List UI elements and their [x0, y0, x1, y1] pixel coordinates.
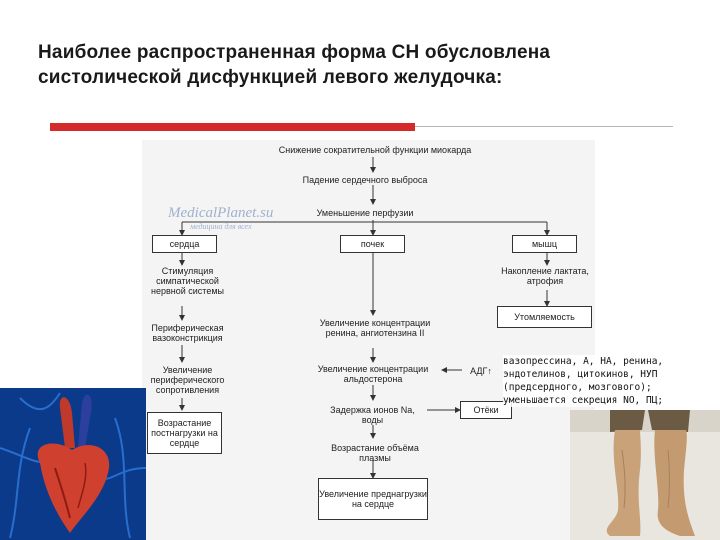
title-line-2: систолической дисфункцией левого желудочка:	[38, 67, 503, 88]
node-sympathetic-stimulation: Стимуляция симпатической нервной системы	[151, 266, 224, 296]
accent-bar	[50, 123, 415, 131]
watermark-subtitle: медицина для всех	[190, 222, 252, 231]
heart-anatomy-image	[0, 388, 146, 540]
node-adh: АДГ↑	[470, 366, 492, 376]
node-fatigue: Утомляемость	[497, 306, 592, 328]
node-peripheral-resistance-increase: Увеличение периферического сопротивления	[150, 365, 225, 395]
slide-title	[38, 40, 678, 90]
divider-line	[415, 126, 673, 127]
node-aldosterone-increase: Увеличение концентрации альдостерона	[317, 364, 429, 384]
side-note-line-1: вазопрессина, А, НА, ренина,	[503, 356, 664, 367]
node-edema: Отёки	[460, 401, 512, 419]
node-plasma-volume-increase: Возрастание объёма плазмы	[331, 443, 419, 463]
side-note-line-4: уменьшается секреция NO, ПЦ;	[503, 395, 664, 406]
side-note	[503, 355, 718, 407]
node-sodium-retention: Задержка ионов Na, воды	[330, 405, 415, 425]
side-note-line-2: эндотелинов, цитокинов, НУП	[503, 369, 658, 380]
node-afterload-increase: Возрастание постнагрузки на сердце	[147, 412, 222, 454]
node-peripheral-vasoconstriction: Периферическая вазоконстрикция	[151, 323, 224, 343]
watermark-logo: MedicalPlanet.su	[168, 205, 274, 221]
node-lactate-accumulation: Накопление лактата, атрофия	[501, 266, 589, 286]
edema-legs-image	[570, 410, 720, 540]
side-note-line-3: (предсердного, мозгового);	[503, 382, 652, 393]
node-preload-increase: Увеличение преднагрузки на сердце	[318, 478, 428, 520]
node-contractility-decrease: Снижение сократительной функции миокарда	[278, 145, 472, 155]
node-kidneys: почек	[340, 235, 405, 253]
node-renin-increase: Увеличение концентрации ренина, ангиотензина II	[319, 318, 431, 338]
node-heart: сердца	[152, 235, 217, 253]
node-perfusion-decrease: Уменьшение перфузии	[316, 208, 414, 218]
node-cardiac-output-drop: Падение сердечного выброса	[302, 175, 428, 185]
title-line-1: Наиболее распространенная форма СН обусловлена	[38, 42, 551, 63]
node-muscles: мышц	[512, 235, 577, 253]
